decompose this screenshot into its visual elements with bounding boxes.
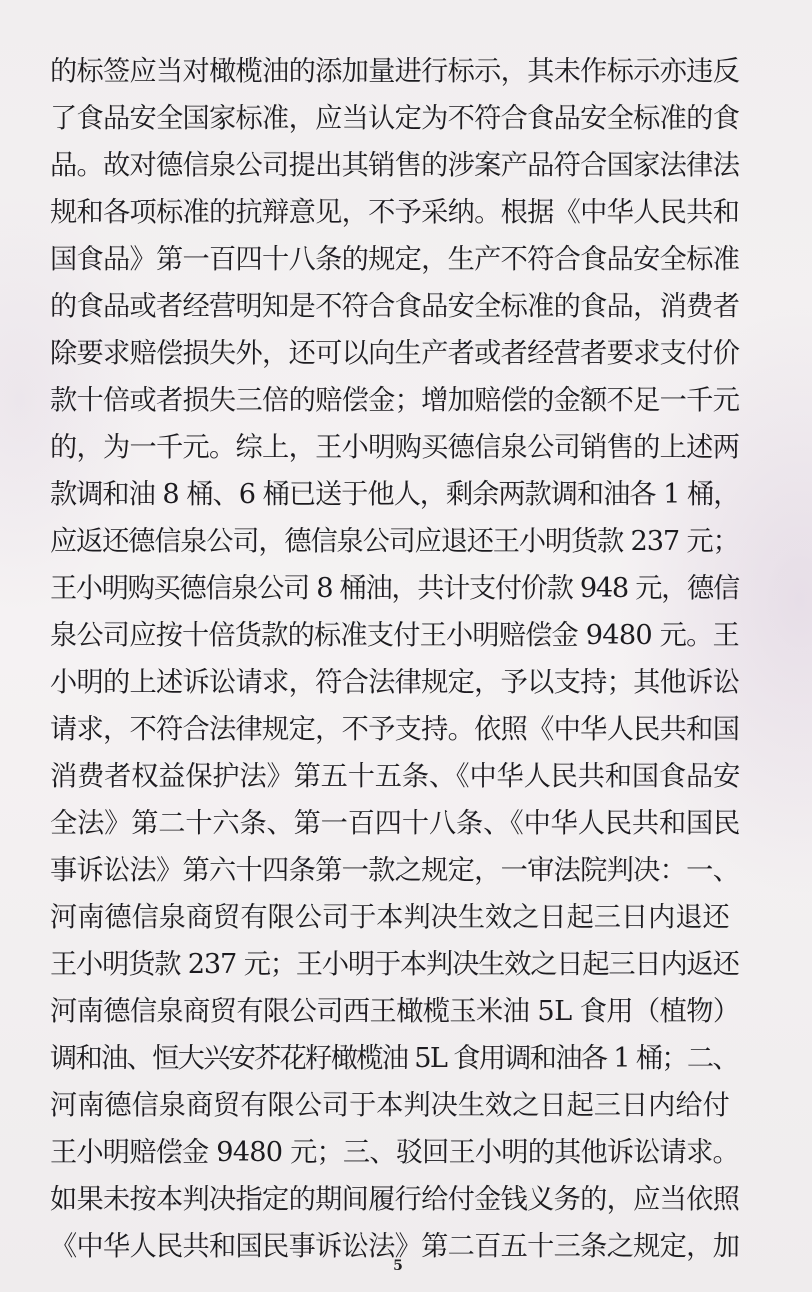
text-line: 款调和油 8 桶、6 桶已送于他人，剩余两款调和油各 1 桶， [50, 479, 740, 510]
text-line: 河南德信泉商贸有限公司于本判决生效之日起三日内给付 [50, 1090, 730, 1121]
text-line: 品。故对德信泉公司提出其销售的涉案产品符合国家法律法 [50, 150, 740, 181]
text-line: 调和油、恒大兴安芥花籽橄榄油 5L 食用调和油各 1 桶；二、 [50, 1043, 738, 1074]
text-line: 小明的上述诉讼请求，符合法律规定，予以支持；其他诉讼 [50, 667, 740, 698]
text-line: 国食品》第一百四十八条的规定，生产不符合食品安全标准 [50, 244, 740, 275]
text-line: 河南德信泉商贸有限公司于本判决生效之日起三日内退还 [50, 902, 730, 933]
text-line: 了食品安全国家标准，应当认定为不符合食品安全标准的食 [50, 103, 740, 134]
text-line: 王小明货款 237 元；王小明于本判决生效之日起三日内返还 [50, 949, 739, 980]
text-line: 《中华人民共和国民事诉讼法》第二百五十三条之规定，加 [50, 1231, 740, 1262]
text-line: 如果未按本判决指定的期间履行给付金钱义务的，应当依照 [50, 1184, 740, 1215]
text-line: 全法》第二十六条、第一百四十八条、《中华人民共和国民 [50, 808, 740, 839]
text-line: 款十倍或者损失三倍的赔偿金；增加赔偿的金额不足一千元 [50, 385, 740, 416]
text-line: 规和各项标准的抗辩意见，不予采纳。根据《中华人民共和 [50, 197, 740, 228]
text-line: 消费者权益保护法》第五十五条、《中华人民共和国食品安 [50, 761, 740, 792]
page-number: 5 [393, 1258, 403, 1274]
text-line: 泉公司应按十倍货款的标准支付王小明赔偿金 9480 元。王 [50, 620, 739, 651]
text-line: 的，为一千元。综上，王小明购买德信泉公司销售的上述两 [50, 432, 740, 463]
text-line: 请求，不符合法律规定，不予支持。依照《中华人民共和国 [50, 714, 740, 745]
text-line: 除要求赔偿损失外，还可以向生产者或者经营者要求支付价 [50, 338, 740, 369]
text-line: 王小明赔偿金 9480 元；三、驳回王小明的其他诉讼请求。 [50, 1137, 739, 1168]
text-line: 应返还德信泉公司，德信泉公司应退还王小明货款 237 元； [50, 526, 739, 557]
text-line: 的标签应当对橄榄油的添加量进行标示，其未作标示亦违反 [50, 56, 740, 87]
text-line: 河南德信泉商贸有限公司西王橄榄玉米油 5L 食用（植物） [50, 996, 740, 1027]
text-line: 事诉讼法》第六十四条第一款之规定，一审法院判决：一、 [50, 855, 740, 886]
text-line: 王小明购买德信泉公司 8 桶油，共计支付价款 948 元，德信 [50, 573, 739, 604]
text-line: 的食品或者经营明知是不符合食品安全标准的食品，消费者 [50, 291, 740, 322]
body-text [50, 48, 740, 1270]
